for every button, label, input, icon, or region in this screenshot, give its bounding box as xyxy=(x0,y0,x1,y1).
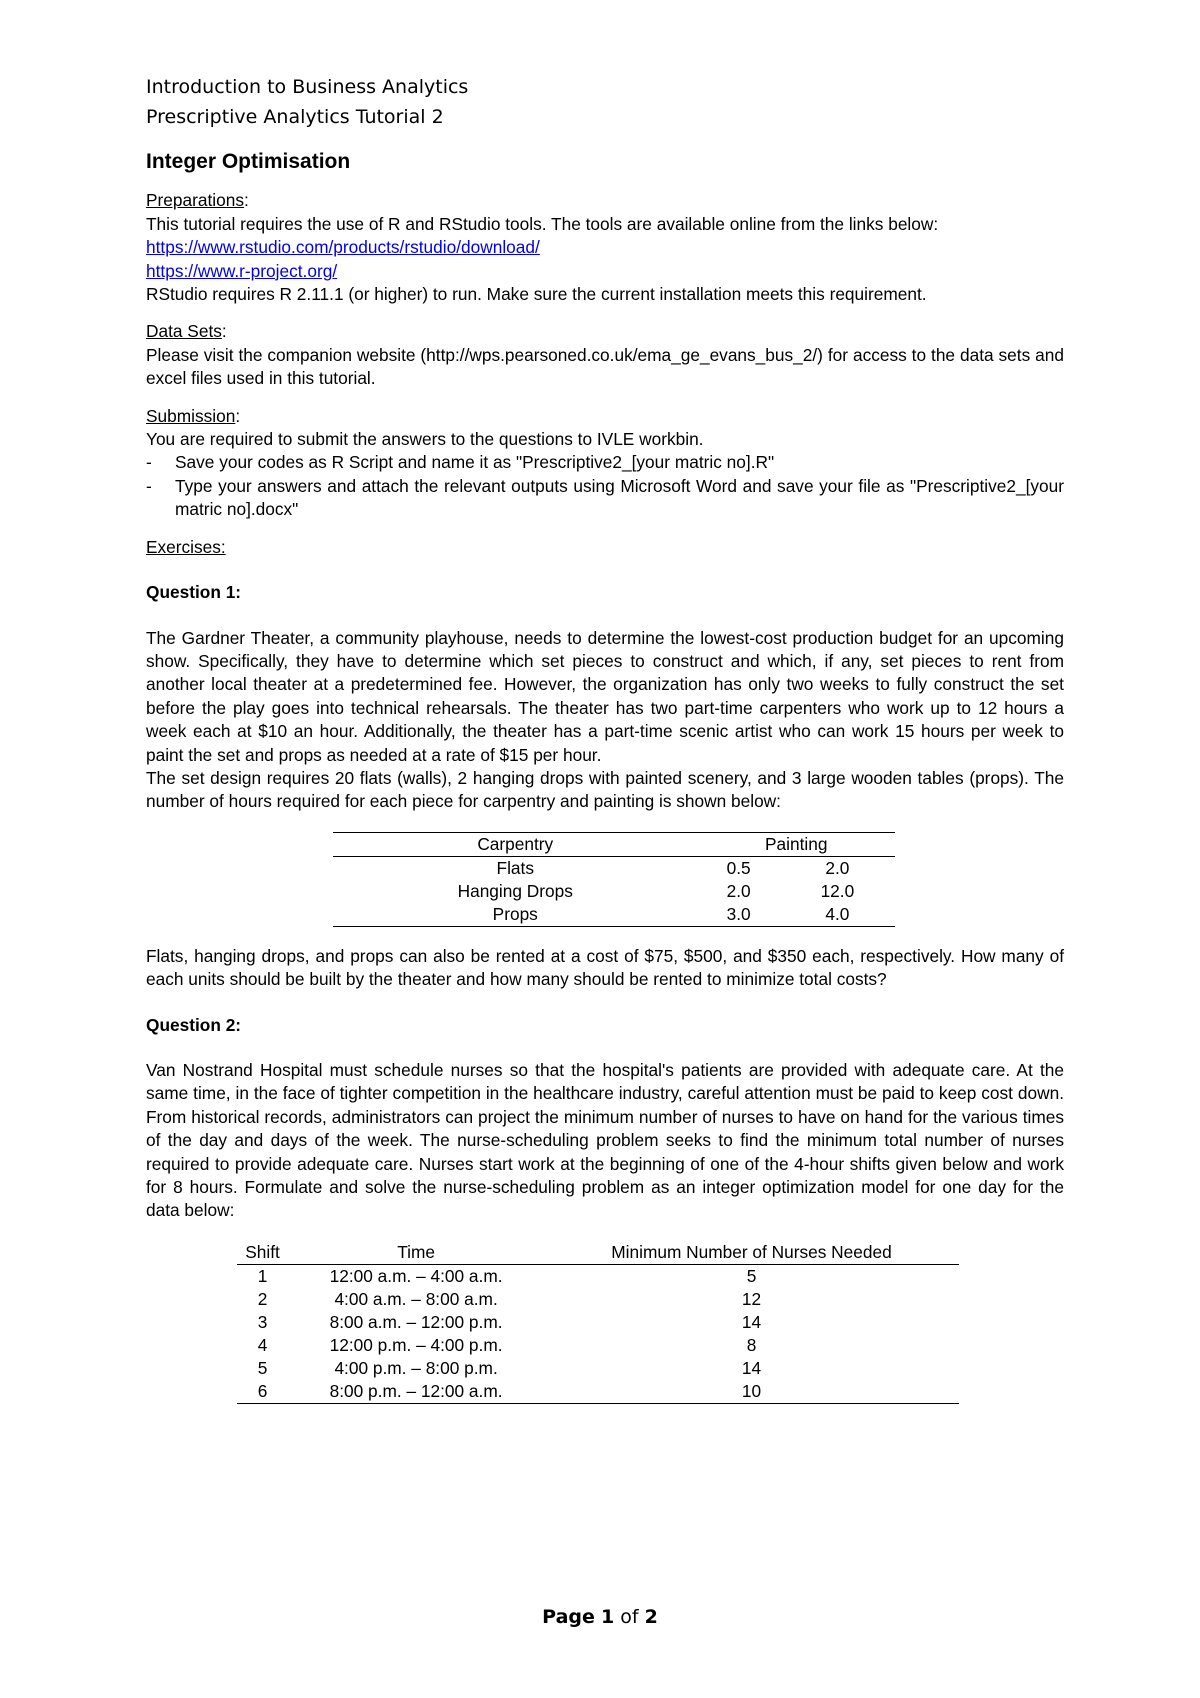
tutorial-title: Prescriptive Analytics Tutorial 2 xyxy=(146,106,444,128)
datasets-heading: Data Sets: xyxy=(146,321,227,342)
table-row: Props 3.0 4.0 xyxy=(333,903,895,927)
question-1-para3: Flats, hanging drops, and props can also be rented at a cost of $75, $500, and $350 each, respectively. How many of each units should be built by the theater and how many should be rented to minimize total costs? xyxy=(146,945,1064,990)
exercises-heading: Exercises: xyxy=(146,536,226,557)
table-header: Minimum Number of Nurses Needed xyxy=(611,1241,892,1262)
table-header: Painting xyxy=(765,833,828,854)
table-row: 6 8:00 p.m. – 12:00 a.m. 10 xyxy=(237,1380,959,1404)
question-1-title: Question 1: xyxy=(146,582,242,603)
page-footer: Page 1 of 2 xyxy=(542,1606,658,1628)
list-item: - Save your codes as R Script and name it as "Prescriptive2_[your matric no].R" xyxy=(146,452,775,473)
table-header: Time xyxy=(397,1241,435,1262)
table-row: 5 4:00 p.m. – 8:00 p.m. 14 xyxy=(257,1357,762,1378)
hours-table xyxy=(333,832,895,927)
preparations-note: RStudio requires R 2.11.1 (or higher) to run. Make sure the current installation meets this requirement. xyxy=(146,284,927,305)
r-project-link[interactable]: https://www.r-project.org/ xyxy=(146,260,338,281)
question-2-para1: Van Nostrand Hospital must schedule nurses so that the hospital's patients are provided with adequate care. At the same time, in the face of tighter competition in the healthcare industry, careful attention must be paid to keep cost down. From historical records, administrators can project the minimum number of nurses to have on hand for the various times of the day and days of the week. The nurse-scheduling problem seeks to find the minimum total number of nurses required to provide adequate care. Nurses start work at the beginning of one of the 4-hour shifts given below and work for 8 hours. Formulate and solve the nurse-scheduling problem as an integer optimization model for one day for the data below: xyxy=(146,1059,1064,1221)
rstudio-link[interactable]: https://www.rstudio.com/products/rstudio/download/ xyxy=(146,237,540,258)
table-row: Flats 0.5 2.0 xyxy=(496,857,850,878)
page-content xyxy=(146,72,1064,1404)
submission-text: You are required to submit the answers to the questions to IVLE workbin. xyxy=(146,429,704,450)
course-title: Introduction to Business Analytics xyxy=(146,76,469,98)
question-2-title: Question 2: xyxy=(146,1014,242,1035)
page-title: Integer Optimisation xyxy=(146,150,351,173)
list-item: - Type your answers and attach the relevant outputs using Microsoft Word and save your file as "Prescriptive2_[your matric no].docx" xyxy=(146,475,1064,520)
table-row: 2 4:00 a.m. – 8:00 a.m. 12 xyxy=(257,1288,762,1309)
table-row: 1 12:00 a.m. – 4:00 a.m. 5 xyxy=(257,1265,757,1286)
table-row: 3 8:00 a.m. – 12:00 p.m. 14 xyxy=(257,1311,762,1332)
preparations-heading: Preparations: xyxy=(146,190,249,211)
preparations-text: This tutorial requires the use of R and RStudio tools. The tools are available online from the links below: xyxy=(146,213,939,234)
question-1-para2: The set design requires 20 flats (walls), 2 hanging drops with painted scenery, and 3 large wooden tables (props). The number of hours required for each piece for carpentry and painting is shown below: xyxy=(146,767,1064,812)
table-row: Hanging Drops 2.0 12.0 xyxy=(457,880,855,901)
question-1-para1: The Gardner Theater, a community playhouse, needs to determine the lowest-cost production budget for an upcoming show. Specifically, they have to determine which set pieces to construct and which, if any, set pieces to rent from another local theater at a predetermined fee. However, the organization has only two weeks to fully construct the set before the play goes into technical rehearsals. The theater has two part-time carpenters who work up to 12 hours a week each at $10 an hour. Additionally, the theater has a part-time scenic artist who can work 15 hours per week to paint the set and props as needed at a rate of $15 per hour. xyxy=(146,627,1064,765)
table-header: Carpentry xyxy=(477,833,554,854)
shift-table xyxy=(237,1241,959,1404)
table-header: Shift xyxy=(245,1241,280,1262)
submission-heading: Submission: xyxy=(146,405,241,426)
table-row: 4 12:00 p.m. – 4:00 p.m. 8 xyxy=(257,1334,757,1355)
datasets-text: Please visit the companion website (http://wps.pearsoned.co.uk/ema_ge_evans_bus_2/) for access to the data sets and excel files used in this tutorial. xyxy=(146,344,1064,389)
